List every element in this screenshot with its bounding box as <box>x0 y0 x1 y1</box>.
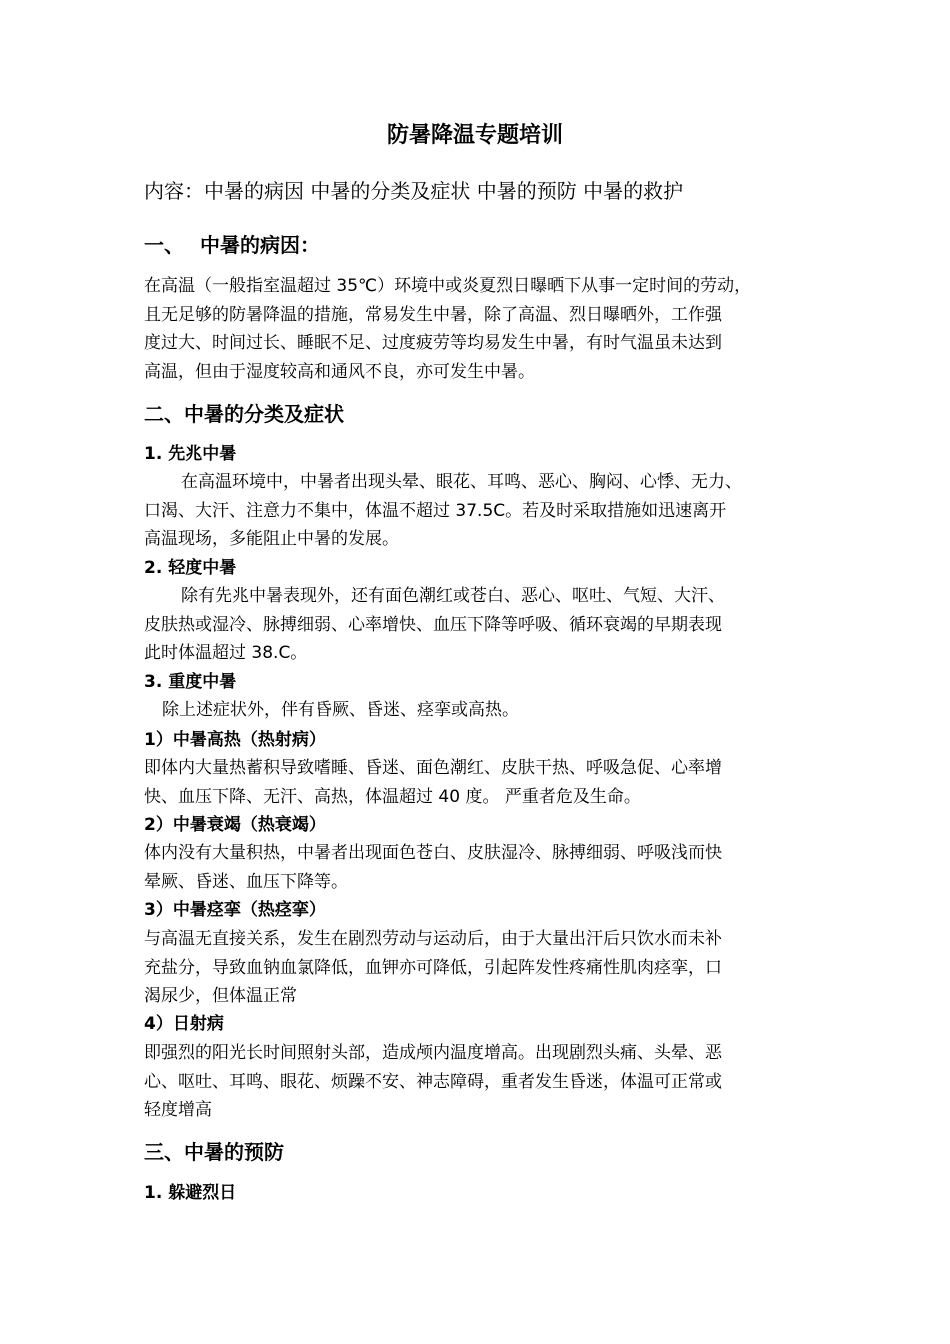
paragraph-line: 快、血压下降、无汗、高热，体温超过 40 度。 严重者危及生命。 <box>144 786 641 807</box>
paragraph-line: 即强烈的阳光长时间照射头部，造成颅内温度增高。出现剧烈头痛、头晕、恶 <box>144 1043 722 1063</box>
item2-paragraph <box>144 839 834 896</box>
paragraph-line: 度过大、时间过长、睡眠不足、过度疲劳等均易发生中暑，有时气温虽未达到 <box>144 333 722 354</box>
document-title: 防暑降温专题培训 <box>386 123 563 148</box>
paragraph-line: 体内没有大量积热，中暑者出现面色苍白、皮肤湿冷、脉搏细弱、呼吸浅而快 <box>144 843 722 863</box>
section1-number: 一、 <box>144 233 184 257</box>
item1-paragraph <box>144 754 834 811</box>
item3-paragraph <box>144 925 834 1011</box>
paragraph-line: 皮肤热或湿冷、脉搏细弱、心率增快、血压下降等呼吸、循环衰竭的早期表现 <box>144 614 722 635</box>
section1-heading <box>144 229 320 261</box>
paragraph-line: 高温，但由于湿度较高和通风不良，亦可发生中暑。 <box>144 361 535 382</box>
item3-heading: 3）中暑痉挛（热痉挛） <box>144 900 326 920</box>
paragraph-line: 除上述症状外，伴有昏厥、昏迷、痉挛或高热。 <box>162 700 519 720</box>
item2-heading: 2）中暑衰竭（热衰竭） <box>144 815 326 835</box>
contents-line: 内容：中暑的病因 中暑的分类及症状 中暑的预防 中暑的救护 <box>144 179 684 203</box>
paragraph-line: 晕厥、昏迷、血压下降等。 <box>144 871 348 892</box>
paragraph-line: 心、呕吐、耳鸣、眼花、烦躁不安、神志障碍，重者发生昏迷，体温可正常或 <box>144 1071 722 1092</box>
paragraph-line: 渴尿少，但体温正常 <box>144 986 297 1007</box>
paragraph-line: 在高温环境中，中暑者出现头晕、眼花、耳鸣、恶心、胸闷、心悸、无力、 <box>181 472 742 492</box>
section2-sub1-paragraph <box>144 468 834 554</box>
paragraph-line: 高温现场，多能阻止中暑的发展。 <box>144 529 399 550</box>
paragraph-line: 与高温无直接关系，发生在剧烈劳动与运动后，由于大量出汗后只饮水而未补 <box>144 929 722 949</box>
section2-sub3-paragraph <box>144 696 834 725</box>
section2-sub2-heading: 2. 轻度中暑 <box>144 558 237 578</box>
paragraph-line: 且无足够的防暑降温的措施，常易发生中暑，除了高温、烈日曝晒外，工作强 <box>144 304 722 325</box>
paragraph-line: 此时体温超过 38.C。 <box>144 643 308 664</box>
paragraph-line: 在高温（一般指室温超过 35℃）环境中或炎夏烈日曝晒下从事一定时间的劳动， <box>144 276 752 296</box>
section2-sub2-paragraph <box>144 582 834 668</box>
item4-paragraph <box>144 1039 834 1125</box>
paragraph-line: 充盐分，导致血钠血氯降低，血钾亦可降低，引起阵发性疼痛性肌肉痉挛，口 <box>144 957 722 978</box>
section1-title: 中暑的病因： <box>200 233 320 257</box>
section3-sub1-heading: 1. 躲避烈日 <box>144 1183 237 1203</box>
item1-heading: 1）中暑高热（热射病） <box>144 730 326 750</box>
section2-sub1-heading: 1. 先兆中暑 <box>144 444 237 464</box>
section1-paragraph <box>144 272 834 386</box>
section2-heading: 二、中暑的分类及症状 <box>144 402 344 426</box>
paragraph-line: 即体内大量热蓄积导致嗜睡、昏迷、面色潮红、皮肤干热、呼吸急促、心率增 <box>144 758 722 778</box>
paragraph-line: 轻度增高 <box>144 1100 212 1121</box>
section3-heading: 三、中暑的预防 <box>144 1140 284 1164</box>
paragraph-line: 口渴、大汗、注意力不集中，体温不超过 37.5C。若及时采取措施如迅速离开 <box>144 500 727 521</box>
item4-heading: 4）日射病 <box>144 1014 224 1034</box>
section2-sub3-heading: 3. 重度中暑 <box>144 672 237 692</box>
paragraph-line: 除有先兆中暑表现外，还有面色潮红或苍白、恶心、呕吐、气短、大汗、 <box>181 586 725 606</box>
